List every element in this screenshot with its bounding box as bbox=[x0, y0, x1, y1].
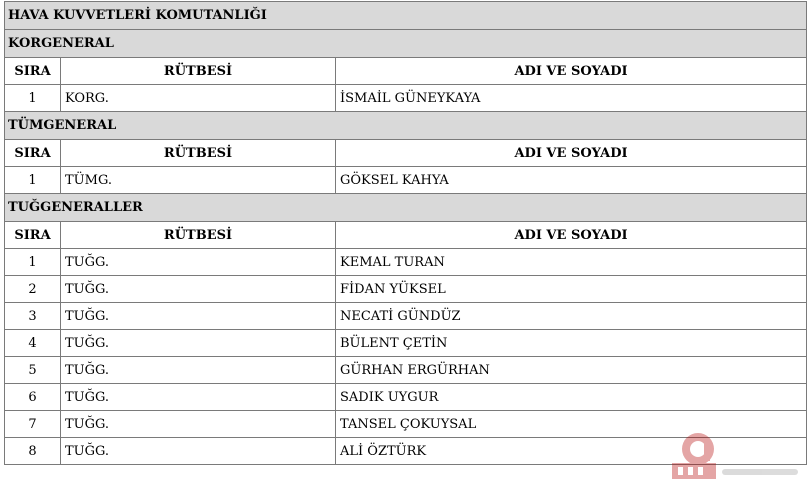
table-row bbox=[5, 303, 807, 330]
table-row bbox=[5, 357, 807, 384]
cell-rutbe: TÜMG. bbox=[61, 167, 336, 194]
table-row bbox=[5, 167, 807, 194]
column-header-row bbox=[5, 58, 807, 85]
table-title: HAVA KUVVETLERİ KOMUTANLIĞI bbox=[5, 2, 807, 30]
cell-rutbe: TUĞG. bbox=[61, 276, 336, 303]
section-title: KORGENERAL bbox=[5, 30, 807, 58]
column-header-ad: ADI VE SOYADI bbox=[336, 58, 807, 85]
section-header-row bbox=[5, 194, 807, 222]
column-header-row bbox=[5, 222, 807, 249]
table-row bbox=[5, 85, 807, 112]
section-title: TÜMGENERAL bbox=[5, 112, 807, 140]
cell-ad: İSMAİL GÜNEYKAYA bbox=[336, 85, 807, 112]
cell-rutbe: TUĞG. bbox=[61, 357, 336, 384]
cell-rutbe: KORG. bbox=[61, 85, 336, 112]
section-title: TUĞGENERALLER bbox=[5, 194, 807, 222]
cell-rutbe: TUĞG. bbox=[61, 438, 336, 465]
column-header-sira: SIRA bbox=[5, 58, 61, 85]
section-header-row bbox=[5, 112, 807, 140]
column-header-rutbe: RÜTBESİ bbox=[61, 58, 336, 85]
cell-rutbe: TUĞG. bbox=[61, 330, 336, 357]
section-header-row bbox=[5, 30, 807, 58]
table-title-row bbox=[5, 2, 807, 30]
cell-sira: 5 bbox=[5, 357, 61, 384]
column-header-sira: SIRA bbox=[5, 222, 61, 249]
table-row bbox=[5, 438, 807, 465]
cell-sira: 7 bbox=[5, 411, 61, 438]
table-row bbox=[5, 276, 807, 303]
cell-sira: 4 bbox=[5, 330, 61, 357]
cell-ad: TANSEL ÇOKUYSAL bbox=[336, 411, 807, 438]
cell-sira: 8 bbox=[5, 438, 61, 465]
cell-ad: NECATİ GÜNDÜZ bbox=[336, 303, 807, 330]
officer-table bbox=[4, 1, 807, 465]
cell-ad: ALİ ÖZTÜRK bbox=[336, 438, 807, 465]
cell-ad: GÖKSEL KAHYA bbox=[336, 167, 807, 194]
table-row bbox=[5, 411, 807, 438]
column-header-ad: ADI VE SOYADI bbox=[336, 222, 807, 249]
cell-ad: GÜRHAN ERGÜRHAN bbox=[336, 357, 807, 384]
cell-rutbe: TUĞG. bbox=[61, 303, 336, 330]
cell-ad: SADIK UYGUR bbox=[336, 384, 807, 411]
cell-rutbe: TUĞG. bbox=[61, 384, 336, 411]
cell-ad: FİDAN YÜKSEL bbox=[336, 276, 807, 303]
column-header-ad: ADI VE SOYADI bbox=[336, 140, 807, 167]
column-header-row bbox=[5, 140, 807, 167]
cell-ad: BÜLENT ÇETİN bbox=[336, 330, 807, 357]
table-row bbox=[5, 330, 807, 357]
cell-sira: 2 bbox=[5, 276, 61, 303]
cell-rutbe: TUĞG. bbox=[61, 411, 336, 438]
cell-sira: 6 bbox=[5, 384, 61, 411]
cell-rutbe: TUĞG. bbox=[61, 249, 336, 276]
cell-ad: KEMAL TURAN bbox=[336, 249, 807, 276]
cell-sira: 3 bbox=[5, 303, 61, 330]
cell-sira: 1 bbox=[5, 249, 61, 276]
table-row bbox=[5, 384, 807, 411]
column-header-rutbe: RÜTBESİ bbox=[61, 140, 336, 167]
cell-sira: 1 bbox=[5, 85, 61, 112]
column-header-sira: SIRA bbox=[5, 140, 61, 167]
cell-sira: 1 bbox=[5, 167, 61, 194]
column-header-rutbe: RÜTBESİ bbox=[61, 222, 336, 249]
table-row bbox=[5, 249, 807, 276]
